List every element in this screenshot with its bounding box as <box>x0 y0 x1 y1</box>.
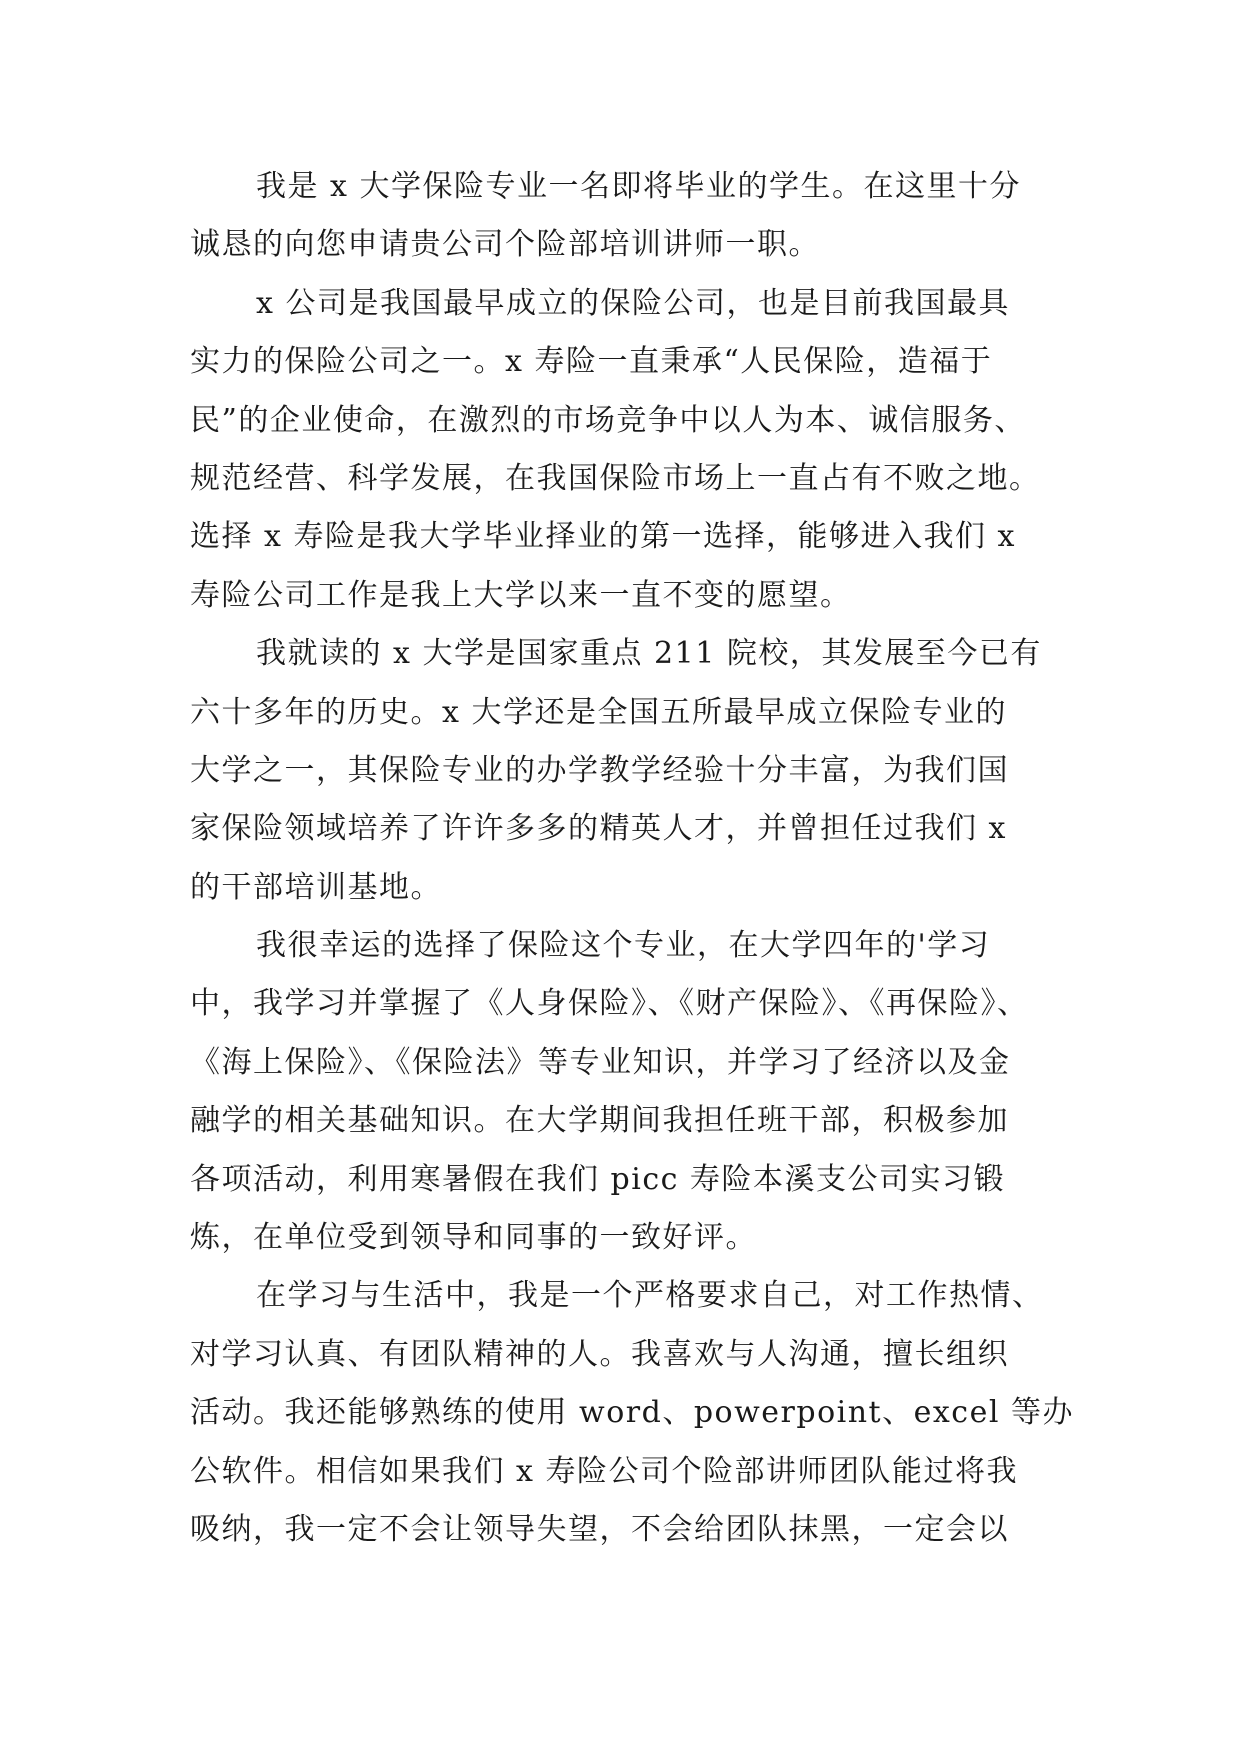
document-body <box>190 158 1074 1559</box>
paragraph-2 <box>190 275 1070 625</box>
text-line: 实力的保险公司之一。x 寿险一直秉承“人民保险，造福于 <box>190 344 993 380</box>
text-line: 我很幸运的选择了保险这个专业，在大学四年的'学习 <box>256 928 991 964</box>
text-line: 我是 x 大学保险专业一名即将毕业的学生。在这里十分 <box>256 169 1021 204</box>
text-line: 《海上保险》、《保险法》等专业知识，并学习了经济以及金 <box>190 1044 1011 1080</box>
text-line: 融学的相关基础知识。在大学期间我担任班干部，积极参加 <box>190 1103 1009 1139</box>
text-line: 我就读的 x 大学是国家重点 211 院校，其发展至今已有 <box>256 636 1042 672</box>
text-line: 规范经营、科学发展，在我国保险市场上一直占有不败之地。 <box>190 460 1041 496</box>
text-line: 民”的企业使命，在激烈的市场竞争中以人为本、诚信服务、 <box>190 402 1026 438</box>
text-line: 的干部培训基地。 <box>190 869 442 905</box>
text-line: 六十多年的历史。x 大学还是全国五所最早成立保险专业的 <box>190 694 1007 730</box>
paragraph-3 <box>190 625 1070 917</box>
text-line: 选择 x 寿险是我大学毕业择业的第一选择，能够进入我们 x <box>190 519 1016 555</box>
text-line: 在学习与生活中，我是一个严格要求自己，对工作热情、 <box>256 1278 1044 1314</box>
text-line: x 公司是我国最早成立的保险公司，也是目前我国最具 <box>256 285 1010 321</box>
text-line: 各项活动，利用寒暑假在我们 picc 寿险本溪支公司实习锻 <box>190 1161 1005 1197</box>
text-line: 家保险领域培养了许许多多的精英人才，并曾担任过我们 x <box>190 811 1007 847</box>
text-line: 对学习认真、有团队精神的人。我喜欢与人沟通，擅长组织 <box>190 1336 1009 1372</box>
paragraph-5 <box>190 1267 1074 1559</box>
text-line: 诚恳的向您申请贵公司个险部培训讲师一职。 <box>190 227 820 263</box>
text-line: 活动。我还能够熟练的使用 word、powerpoint、excel 等办 <box>190 1395 1074 1431</box>
paragraph-1 <box>190 158 1070 275</box>
text-line: 炼，在单位受到领导和同事的一致好评。 <box>190 1220 757 1256</box>
text-line: 大学之一，其保险专业的办学教学经验十分丰富，为我们国 <box>190 752 1009 788</box>
text-line: 公软件。相信如果我们 x 寿险公司个险部讲师团队能过将我 <box>190 1453 1018 1489</box>
text-line: 中，我学习并掌握了《人身保险》、《财产保险》、《再保险》、 <box>190 986 1029 1022</box>
text-line: 吸纳，我一定不会让领导失望，不会给团队抹黑，一定会以 <box>190 1511 1009 1547</box>
text-line: 寿险公司工作是我上大学以来一直不变的愿望。 <box>190 577 852 613</box>
paragraph-4 <box>190 917 1070 1267</box>
